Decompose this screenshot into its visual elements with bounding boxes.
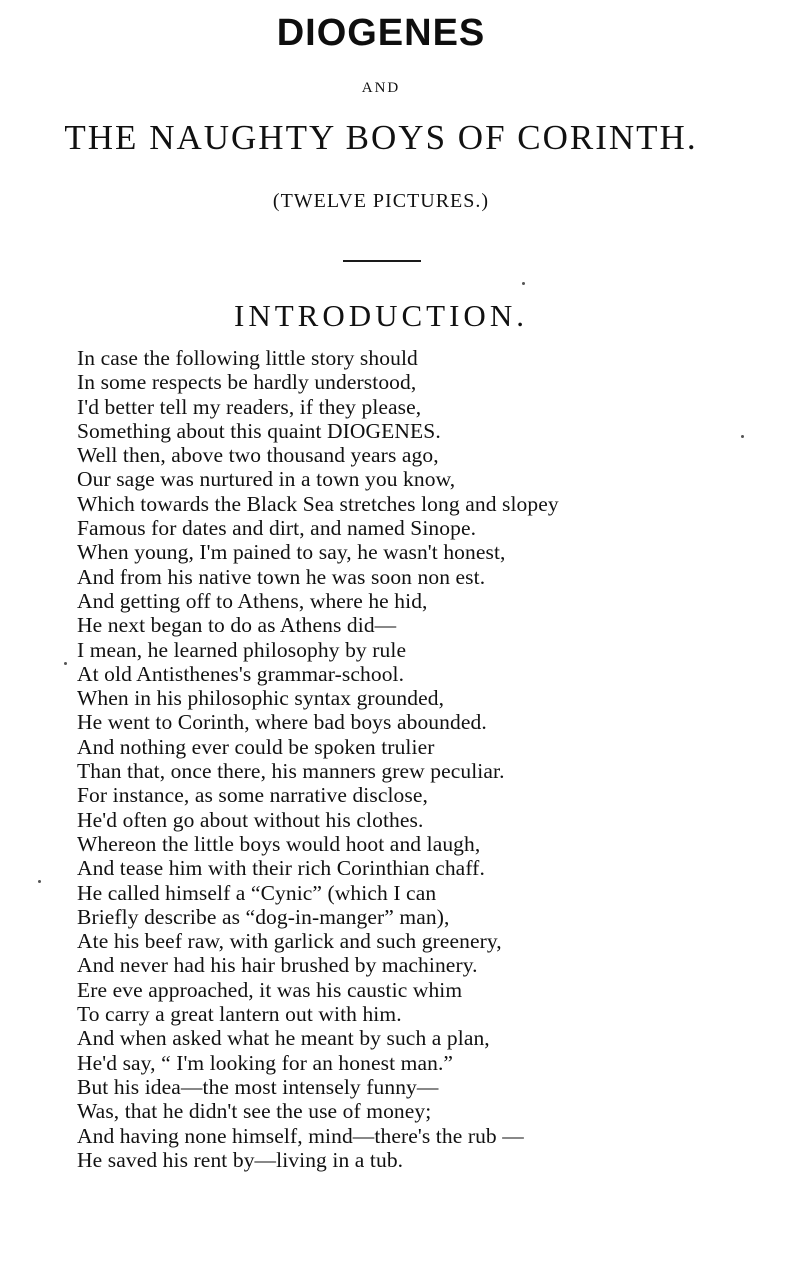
poem-line: In case the following little story should — [77, 346, 418, 370]
poem-line: Famous for dates and dirt, and named Sinope. — [77, 516, 477, 541]
poem-line: And from his native town he was soon non est. — [77, 564, 486, 589]
poem-line: Ate his beef raw, with garlick and such greenery, — [77, 929, 502, 954]
poem-line: Which towards the Black Sea stretches long and slopey — [77, 491, 559, 516]
poem-line: He'd often go about without his clothes. — [77, 807, 424, 832]
poem-line: Briefly describe as “dog-in-manger” man), — [77, 904, 450, 929]
poem-line: And getting off to Athens, where he hid, — [77, 588, 428, 613]
print-speck — [38, 880, 41, 883]
poem-line: He called himself a “Cynic” (which I can — [77, 880, 437, 905]
poem — [77, 346, 792, 1172]
poem-line: When in his philosophic syntax grounded, — [77, 686, 445, 711]
poem-line: He next began to do as Athens did— — [77, 613, 397, 638]
pictures-note: (TWELVE PICTURES.) — [272, 190, 490, 212]
poem-line: And having none himself, mind—there's the rub — — [77, 1123, 524, 1148]
poem-line: And never had his hair brushed by machinery. — [77, 953, 478, 978]
poem-line: He saved his rent by—living in a tub. — [77, 1147, 404, 1172]
poem-line: He went to Corinth, where bad boys abounded. — [77, 710, 487, 735]
poem-line: But his idea—the most intensely funny— — [77, 1074, 439, 1099]
title-conjunction: AND — [361, 80, 401, 96]
poem-line: When young, I'm pained to say, he wasn't honest, — [77, 540, 506, 565]
poem-line: And when asked what he meant by such a plan, — [77, 1026, 490, 1051]
poem-line: Our sage was nurtured in a town you know, — [77, 467, 456, 492]
poem-line: And tease him with their rich Corinthian chaff. — [77, 856, 485, 881]
print-speck — [522, 282, 525, 285]
divider-rule — [343, 260, 421, 262]
poem-line: At old Antisthenes's grammar-school. — [77, 661, 405, 686]
poem-line: And nothing ever could be spoken trulier — [77, 734, 435, 759]
poem-line: Something about this quaint DIOGENES. — [77, 418, 441, 443]
poem-line: In some respects be hardly understood, — [77, 370, 417, 395]
poem-line: Ere eve approached, it was his caustic whim — [77, 977, 463, 1002]
print-speck — [741, 435, 744, 438]
poem-line: For instance, as some narrative disclose, — [77, 783, 428, 808]
poem-line: Was, that he didn't see the use of money; — [77, 1099, 432, 1124]
poem-line: Well then, above two thousand years ago, — [77, 443, 439, 468]
poem-line: I'd better tell my readers, if they please, — [77, 394, 422, 419]
page-title: DIOGENES — [276, 12, 486, 54]
section-heading: INTRODUCTION. — [234, 298, 528, 333]
poem-line: He'd say, “ I'm looking for an honest man.” — [77, 1050, 454, 1075]
poem-line: To carry a great lantern out with him. — [77, 1002, 402, 1027]
page-subtitle: THE NAUGHTY BOYS OF CORINTH. — [64, 118, 698, 157]
poem-line: Whereon the little boys would hoot and laugh, — [77, 831, 481, 856]
poem-line: Than that, once there, his manners grew peculiar. — [77, 759, 505, 784]
poem-line: I mean, he learned philosophy by rule — [77, 637, 407, 662]
print-speck — [64, 662, 67, 665]
